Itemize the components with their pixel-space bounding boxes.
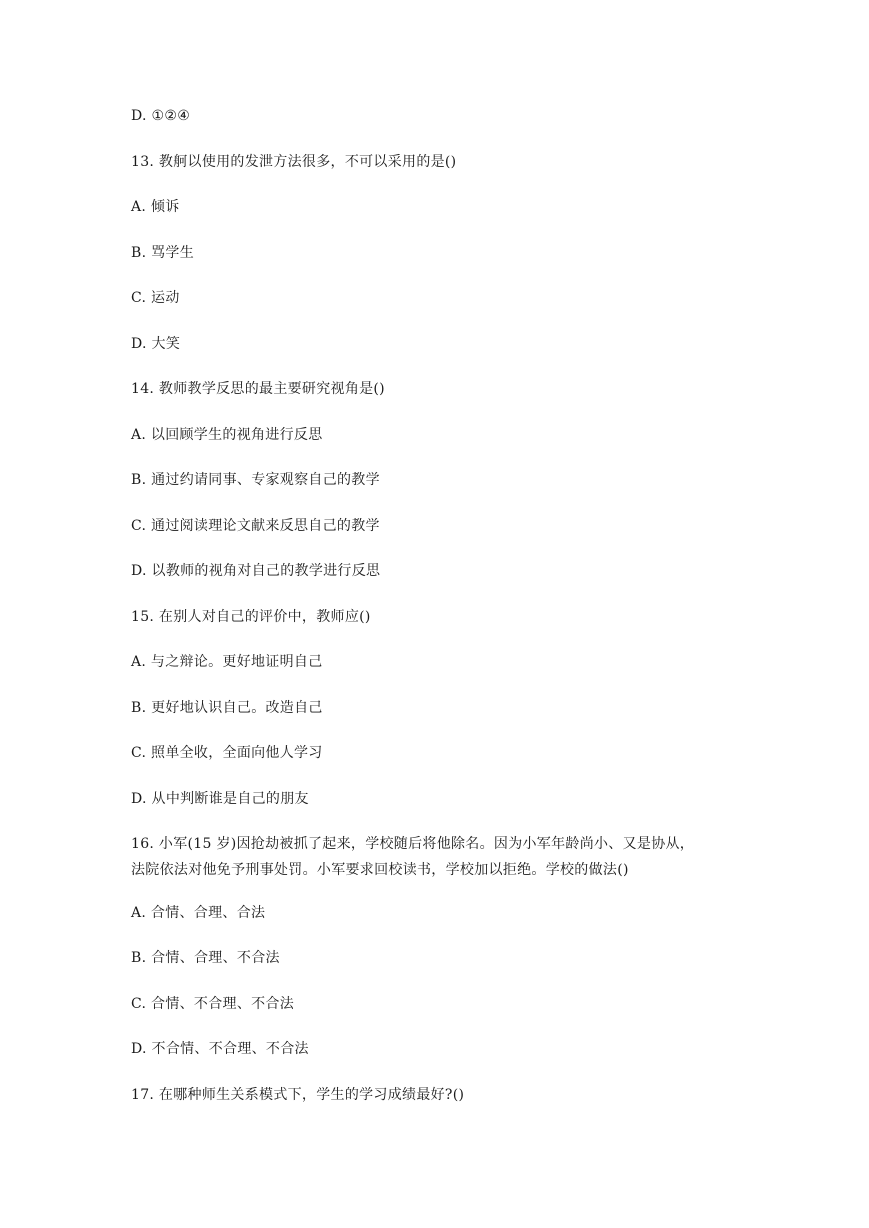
option-a-q16: A. 合情、合理、合法 — [131, 905, 266, 921]
option-b-q14: B. 通过约请同事、专家观察自己的教学 — [131, 472, 380, 488]
option-b-q15: B. 更好地认识自己。改造自己 — [131, 700, 323, 716]
option-d-q15: D. 从中判断谁是自己的朋友 — [131, 791, 309, 807]
question-16-line-2: 法院依法对他免予刑事处罚。小军要求回校读书，学校加以拒绝。学校的做法() — [131, 862, 629, 878]
question-17: 17. 在哪种师生关系模式下，学生的学习成绩最好?() — [131, 1087, 465, 1103]
question-13: 13. 教舸以使用的发泄方法很多，不可以采用的是() — [131, 154, 457, 170]
option-a-q14: A. 以回顾学生的视角进行反思 — [131, 427, 323, 443]
option-d-q13: D. 大笑 — [131, 336, 181, 352]
question-15: 15. 在别人对自己的评价中，教师应() — [131, 609, 371, 625]
option-c-q15: C. 照单全收，全面向他人学习 — [131, 745, 323, 761]
option-d-q14: D. 以教师的视角对自己的教学进行反思 — [131, 563, 381, 579]
option-c-q16: C. 合情、不合理、不合法 — [131, 996, 295, 1012]
option-c-q13: C. 运动 — [131, 290, 180, 306]
option-b-q16: B. 合情、合理、不合法 — [131, 950, 280, 966]
option-a-q15: A. 与之辩论。更好地证明自己 — [131, 654, 323, 670]
option-c-q14: C. 通过阅读理论文献来反思自己的教学 — [131, 518, 380, 534]
option-a-q13: A. 倾诉 — [131, 199, 180, 215]
option-b-q13: B. 骂学生 — [131, 245, 194, 261]
question-16-line-1: 16. 小军(15 岁)因抢劫被抓了起来，学校随后将他除名。因为小军年龄尚小、又是协从， — [131, 836, 695, 852]
question-16 — [131, 831, 771, 883]
option-d-q16: D. 不合情、不合理、不合法 — [131, 1041, 309, 1057]
option-d-q12: D. ①②④ — [131, 108, 191, 124]
question-14: 14. 教师教学反思的最主要研究视角是() — [131, 381, 385, 397]
